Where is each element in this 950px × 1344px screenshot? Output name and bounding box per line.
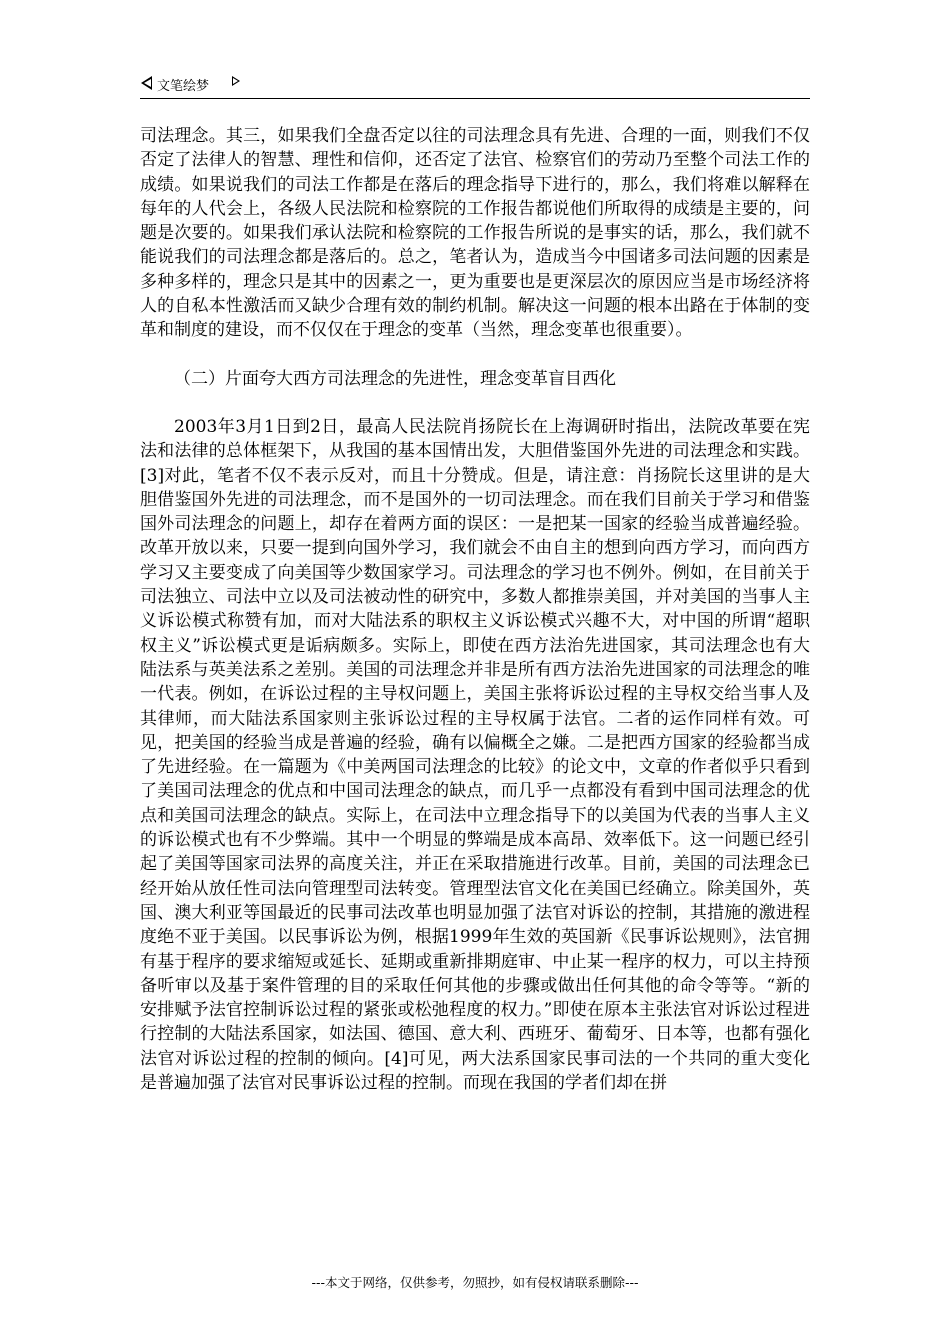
header-brand: 文笔绘梦 [157, 79, 210, 94]
triangle-right-icon [232, 76, 240, 86]
footer-notice: ---本文于网络，仅供参考，勿照抄，如有侵权请联系删除--- [311, 1275, 639, 1290]
paragraph-continued: 司法理念。其三，如果我们全盘否定以往的司法理念具有先进、合理的一面，则我们不仅否定了法律人的智慧、理性和信仰，还否定了法官、检察官们的劳动乃至整个司法工作的成绩。如果说我们的司法工作都是在落后的理念指导下进行的，那么，我们将难以解释在每年的人代会上，各级人民法院和检察院的工作报告都说他们所取得的成绩是主要的，问题是次要的。如果我们承认法院和检察院的工作报告所说的是事实的话，那么，我们就不能说我们的司法理念都是落后的。总之，笔者认为，造成当今中国诸多司法问题的因素是多种多样的，理念只是其中的因素之一，更为重要也是更深层次的原因应当是市场经济将人的自私本性激活而又缺少合理有效的制约机制。解决这一问题的根本出路在于体制的变革和制度的建设，而不仅仅在于理念的变革（当然，理念变革也很重要）。 [140, 126, 810, 341]
paragraph: 2003年3月1日到2日，最高人民法院肖扬院长在上海调研时指出，法院改革要在宪法和法律的总体框架下，从我国的基本国情出发，大胆借鉴国外先进的司法理念和实践。[3]对此，笔者不仅不表示反对，而且十分赞成。但是，请注意：肖扬院长这里讲的是大胆借鉴国外先进的司法理念，而不是国外的一切司法理念。而在我们目前关于学习和借鉴国外司法理念的问题上，却存在着两方面的误区：一是把某一国家的经验当成普遍经验。改革开放以来，只要一提到向国外学习，我们就会不由自主的想到向西方学习，而向西方学习又主要变成了向美国等少数国家学习。司法理念的学习也不例外。例如，在目前关于司法独立、司法中立以及司法被动性的研究中，多数人都推崇美国，并对美国的当事人主义诉讼模式称赞有加，而对大陆法系的职权主义诉讼模式兴趣不大，对中国的所谓“超职权主义”诉讼模式更是诟病颇多。实际上，即使在西方法治先进国家，其司法理念也有大陆法系与英美法系之差别。美国的司法理念并非是所有西方法治先进国家的司法理念的唯一代表。例如，在诉讼过程的主导权问题上，美国主张将诉讼过程的主导权交给当事人及其律师，而大陆法系国家则主张诉讼过程的主导权属于法官。二者的运作同样有效。可见，把美国的经验当成是普遍的经验，确有以偏概全之嫌。二是把西方国家的经验都当成了先进经验。在一篇题为《中美两国司法理念的比较》的论文中，文章的作者似乎只看到了美国司法理念的优点和中国司法理念的缺点，而几乎一点都没有看到中国司法理念的优点和美国司法理念的缺点。实际上，在司法中立理念指导下的以美国为代表的当事人主义的诉讼模式也有不少弊端。其中一个明显的弊端是成本高昂、效率低下。这一问题已经引起了美国等国家司法界的高度关注，并正在采取措施进行改革。目前，美国的司法理念已经开始从放任性司法向管理型司法转变。管理型法官文化在美国已经确立。除美国外，英国、澳大利亚等国最近的民事司法改革也明显加强了法官对诉讼的控制，其措施的激进程度绝不亚于美国。以民事诉讼为例，根据1999年生效的英国新《民事诉讼规则》，法官拥有基于程序的要求缩短或延长、延期或重新排期庭审、中止某一程序的权力，可以主持预备听审以及基于案件管理的目的采取任何其他的步骤或做出任何其他的命令等等。“新的安排赋予法官控制诉讼过程的紧张或松弛程度的权力。”即使在原本主张法官对诉讼过程进行控制的大陆法系国家，如法国、德国、意大利、西班牙、葡萄牙、日本等，也都有强化法官对诉讼过程的控制的倾向。[4]可见，两大法系国家民事司法的一个共同的重大变化是普遍加强了法官对民事诉讼过程的控制。而现在我国的学者们却在拼 [140, 416, 810, 1093]
section-heading: （二）片面夸大西方司法理念的先进性，理念变革盲目西化 [174, 368, 616, 389]
triangle-left-icon [141, 76, 152, 90]
page-header [140, 72, 810, 99]
document-body [140, 124, 810, 1095]
